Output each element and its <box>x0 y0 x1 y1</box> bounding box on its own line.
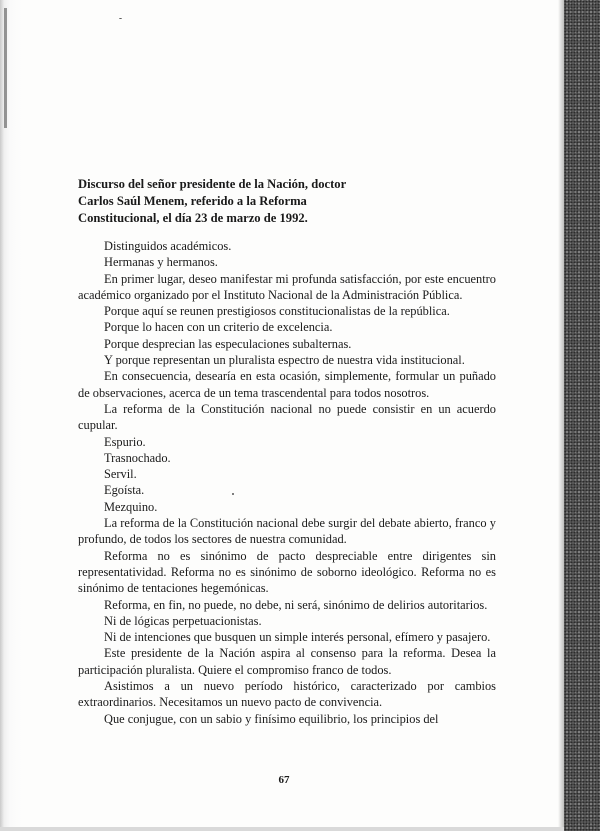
paragraph: Porque lo hacen con un criterio de excelencia. <box>104 320 333 335</box>
page-number: 67 <box>278 774 290 786</box>
paragraph: Asistimos a un nuevo período histórico, caracterizado por cambios extraordinarios. Necesitamos un nuevo pacto de convivencia. <box>78 679 496 710</box>
paragraph: Ni de intenciones que busquen un simple interés personal, efímero y pasajero. <box>104 630 491 645</box>
speech-body <box>78 238 496 727</box>
paragraph: En primer lugar, deseo manifestar mi profunda satisfacción, por este encuentro académico organizado por el Instituto Nacional de la Administración Pública. <box>78 271 496 302</box>
paragraph: Que conjugue, con un sabio y finísimo equilibrio, los principios del <box>104 711 439 726</box>
paragraph: Mezquino. <box>104 499 158 514</box>
paragraph: Reforma, en fin, no puede, no debe, ni será, sinónimo de delirios autoritarios. <box>104 597 488 612</box>
paragraph: Ni de lógicas perpetuacionistas. <box>104 613 262 628</box>
title-line: Discurso del señor presidente de la Nación, doctor <box>78 177 347 191</box>
title-line: Carlos Saúl Menem, referido a la Reforma <box>78 194 307 208</box>
scan-left-edge <box>0 0 22 831</box>
paragraph: En consecuencia, desearía en esta ocasión, simplemente, formular un puñado de observaciones, acerca de un tema trascendental para todos nosotros. <box>78 369 496 400</box>
speech-title <box>78 176 498 227</box>
scan-right-edge <box>564 0 600 831</box>
paragraph: Y porque representan un pluralista espectro de nuestra vida institucional. <box>104 353 465 368</box>
scan-bottom-edge <box>0 827 564 831</box>
title-line: Constitucional, el día 23 de marzo de 1992. <box>78 211 308 225</box>
paragraph: Reforma no es sinónimo de pacto despreciable entre dirigentes sin representatividad. Reforma no es sinónimo de soborno ideológico. Reforma no es sinónimo de tentaciones hegemónicas. <box>78 548 496 596</box>
paragraph: Trasnochado. <box>104 450 171 465</box>
paragraph: La reforma de la Constitución nacional no puede consistir en un acuerdo cupular. <box>78 401 496 433</box>
paragraph: Hermanas y hermanos. <box>104 255 218 270</box>
paragraph: Egoísta. <box>104 483 145 498</box>
paragraph: Porque aquí se reunen prestigiosos constitucionalistas de la república. <box>104 304 450 319</box>
paragraph: Distinguidos académicos. <box>104 239 232 253</box>
paragraph: La reforma de la Constitución nacional debe surgir del debate abierto, franco y profundo, de todos los sectores de nuestra comunidad. <box>78 516 496 547</box>
paragraph: Este presidente de la Nación aspira al consenso para la reforma. Desea la participación pluralista. Quiere el compromiso franco de todos. <box>78 646 496 677</box>
scan-speck <box>119 18 122 19</box>
paragraph: Porque desprecian las especulaciones subalternas. <box>104 336 352 351</box>
paragraph: Servil. <box>104 467 137 482</box>
paragraph: Espurio. <box>104 434 146 449</box>
